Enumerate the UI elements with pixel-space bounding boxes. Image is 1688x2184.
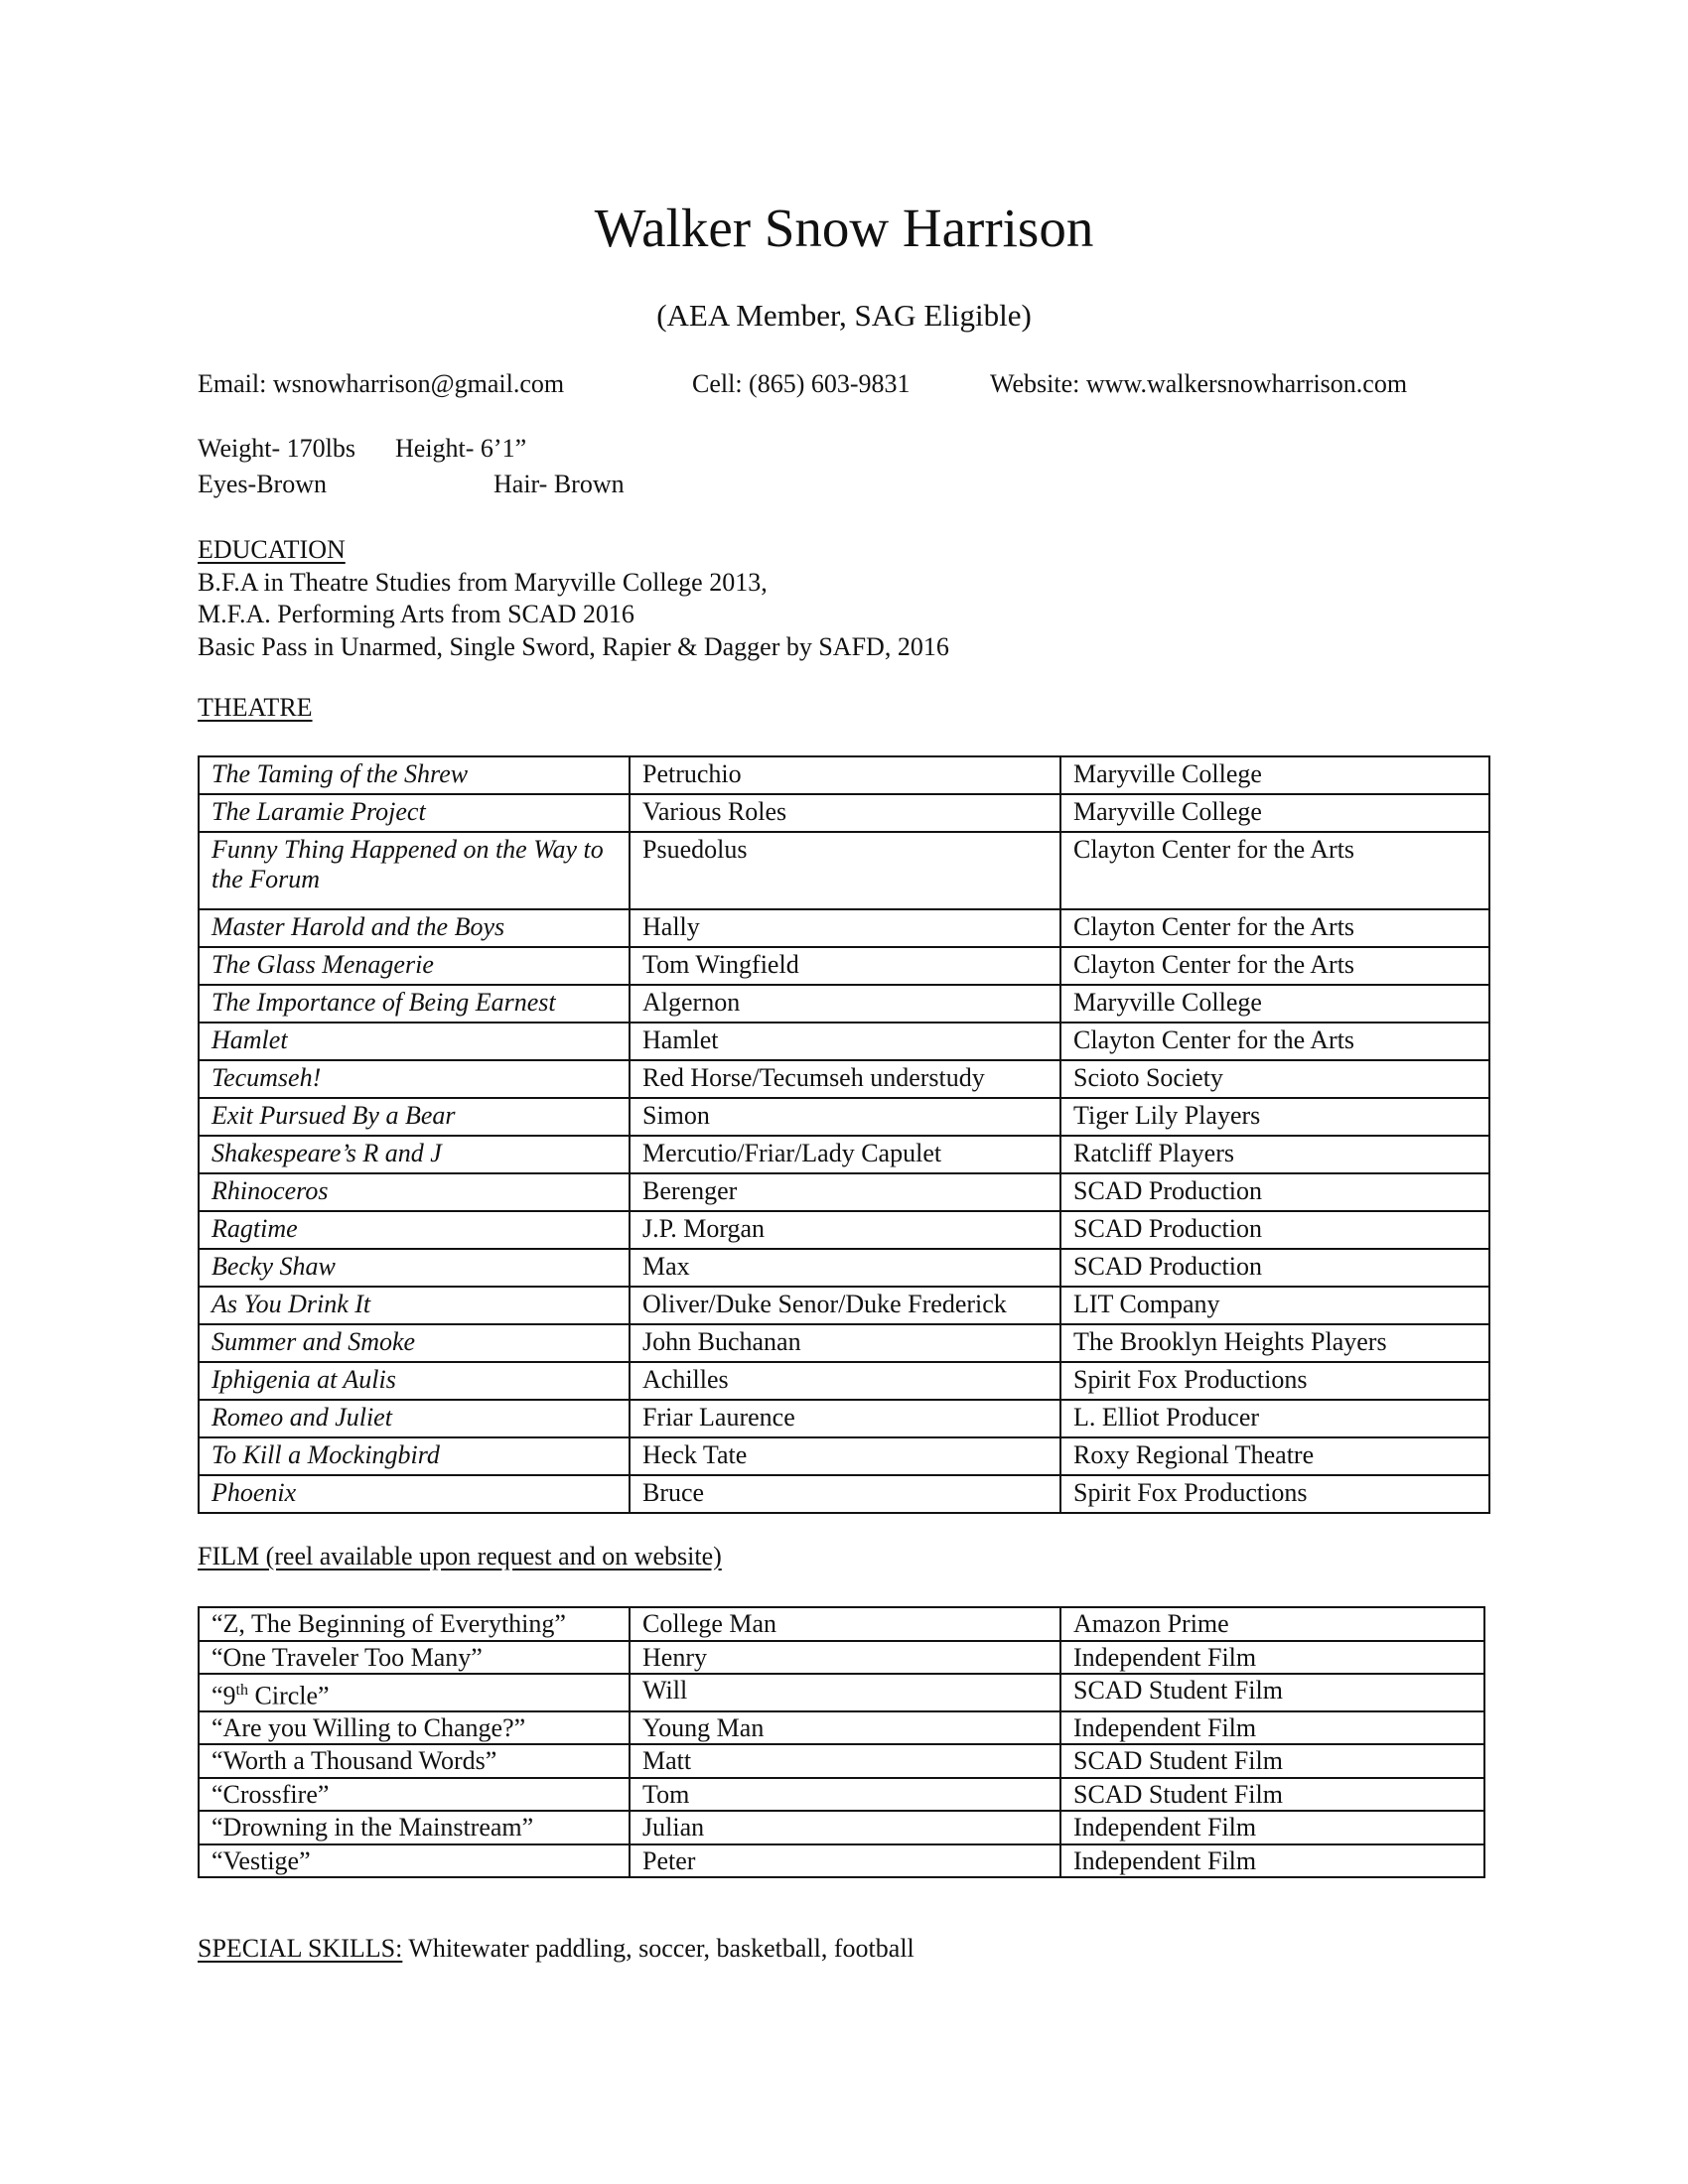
film-row: [199, 1641, 1484, 1675]
theatre-title-cell: Exit Pursued By a Bear: [199, 1098, 630, 1136]
film-company-cell: Amazon Prime: [1060, 1607, 1484, 1641]
theatre-row: [199, 1136, 1489, 1173]
theatre-role-cell: Hamlet: [630, 1023, 1060, 1060]
theatre-role-cell: Max: [630, 1249, 1060, 1287]
skills-heading: SPECIAL SKILLS:: [198, 1934, 403, 1963]
film-company-cell: Independent Film: [1060, 1811, 1484, 1844]
theatre-role-cell: Algernon: [630, 985, 1060, 1023]
theatre-company-cell: Clayton Center for the Arts: [1060, 909, 1489, 947]
theatre-title-cell: Iphigenia at Aulis: [199, 1362, 630, 1400]
theatre-role-cell: Oliver/Duke Senor/Duke Frederick: [630, 1287, 1060, 1324]
theatre-row: [199, 1362, 1489, 1400]
film-role-cell: Will: [630, 1674, 1060, 1711]
theatre-row: [199, 1400, 1489, 1437]
theatre-table: [198, 755, 1490, 1514]
theatre-row: [199, 794, 1489, 832]
film-role-cell: Julian: [630, 1811, 1060, 1844]
theatre-role-cell: John Buchanan: [630, 1324, 1060, 1362]
theatre-company-cell: Maryville College: [1060, 985, 1489, 1023]
theatre-row: [199, 1475, 1489, 1513]
theatre-title-cell: The Taming of the Shrew: [199, 756, 630, 794]
theatre-title-cell: Summer and Smoke: [199, 1324, 630, 1362]
film-role-cell: Henry: [630, 1641, 1060, 1675]
theatre-company-cell: Ratcliff Players: [1060, 1136, 1489, 1173]
theatre-company-cell: Clayton Center for the Arts: [1060, 1023, 1489, 1060]
theatre-title-cell: Ragtime: [199, 1211, 630, 1249]
theatre-role-cell: Various Roles: [630, 794, 1060, 832]
film-title-cell: “Z, The Beginning of Everything”: [199, 1607, 630, 1641]
film-title-cell: “Vestige”: [199, 1844, 630, 1878]
height-stat: Height- 6’1”: [395, 434, 527, 463]
theatre-company-cell: Tiger Lily Players: [1060, 1098, 1489, 1136]
theatre-role-cell: Simon: [630, 1098, 1060, 1136]
theatre-company-cell: L. Elliot Producer: [1060, 1400, 1489, 1437]
theatre-title-cell: Rhinoceros: [199, 1173, 630, 1211]
theatre-company-cell: The Brooklyn Heights Players: [1060, 1324, 1489, 1362]
union-status: (AEA Member, SAG Eligible): [656, 298, 1032, 333]
film-row: [199, 1711, 1484, 1745]
theatre-role-cell: J.P. Morgan: [630, 1211, 1060, 1249]
film-title-cell: “One Traveler Too Many”: [199, 1641, 630, 1675]
theatre-company-cell: LIT Company: [1060, 1287, 1489, 1324]
film-row: [199, 1744, 1484, 1778]
theatre-role-cell: Berenger: [630, 1173, 1060, 1211]
film-role-cell: Peter: [630, 1844, 1060, 1878]
theatre-title-cell: To Kill a Mockingbird: [199, 1437, 630, 1475]
theatre-title-cell: Funny Thing Happened on the Way to the Forum: [199, 832, 630, 909]
theatre-title-cell: The Laramie Project: [199, 794, 630, 832]
theatre-company-cell: SCAD Production: [1060, 1173, 1489, 1211]
theatre-row: [199, 832, 1489, 909]
theatre-heading: THEATRE: [198, 693, 313, 722]
film-role-cell: Young Man: [630, 1711, 1060, 1745]
theatre-company-cell: Clayton Center for the Arts: [1060, 947, 1489, 985]
theatre-title-cell: The Importance of Being Earnest: [199, 985, 630, 1023]
film-role-cell: Matt: [630, 1744, 1060, 1778]
film-heading: FILM (reel available upon request and on website): [198, 1542, 722, 1570]
theatre-row: [199, 947, 1489, 985]
film-row: [199, 1811, 1484, 1844]
theatre-row: [199, 1249, 1489, 1287]
theatre-row: [199, 1023, 1489, 1060]
education-item: Basic Pass in Unarmed, Single Sword, Rapier & Dagger by SAFD, 2016: [198, 631, 949, 661]
theatre-role-cell: Tom Wingfield: [630, 947, 1060, 985]
film-row: [199, 1844, 1484, 1878]
theatre-row: [199, 1211, 1489, 1249]
theatre-role-cell: Petruchio: [630, 756, 1060, 794]
theatre-role-cell: Friar Laurence: [630, 1400, 1060, 1437]
theatre-role-cell: Red Horse/Tecumseh understudy: [630, 1060, 1060, 1098]
education-item: M.F.A. Performing Arts from SCAD 2016: [198, 600, 634, 628]
film-row: [199, 1674, 1484, 1711]
theatre-title-cell: Hamlet: [199, 1023, 630, 1060]
theatre-company-cell: Spirit Fox Productions: [1060, 1475, 1489, 1513]
theatre-row: [199, 909, 1489, 947]
theatre-row: [199, 1324, 1489, 1362]
theatre-title-cell: As You Drink It: [199, 1287, 630, 1324]
film-title-cell: “Drowning in the Mainstream”: [199, 1811, 630, 1844]
theatre-row: [199, 1060, 1489, 1098]
skills-text: Whitewater paddling, soccer, basketball, football: [402, 1934, 914, 1963]
theatre-company-cell: Maryville College: [1060, 756, 1489, 794]
theatre-role-cell: Psuedolus: [630, 832, 1060, 909]
theatre-role-cell: Bruce: [630, 1475, 1060, 1513]
theatre-title-cell: Phoenix: [199, 1475, 630, 1513]
film-row: [199, 1778, 1484, 1812]
email-line: Email: wsnowharrison@gmail.com: [198, 369, 565, 398]
film-role-cell: College Man: [630, 1607, 1060, 1641]
theatre-role-cell: Hally: [630, 909, 1060, 947]
theatre-company-cell: SCAD Production: [1060, 1249, 1489, 1287]
education-item: B.F.A in Theatre Studies from Maryville College 2013,: [198, 567, 768, 597]
theatre-company-cell: Clayton Center for the Arts: [1060, 832, 1489, 909]
theatre-title-cell: Master Harold and the Boys: [199, 909, 630, 947]
film-role-cell: Tom: [630, 1778, 1060, 1812]
film-title-cell: “Are you Willing to Change?”: [199, 1711, 630, 1745]
special-skills: [198, 1934, 914, 1964]
theatre-title-cell: Shakespeare’s R and J: [199, 1136, 630, 1173]
website-line: Website: www.walkersnowharrison.com: [990, 369, 1408, 398]
theatre-title-cell: Becky Shaw: [199, 1249, 630, 1287]
theatre-role-cell: Achilles: [630, 1362, 1060, 1400]
film-title-cell: “Worth a Thousand Words”: [199, 1744, 630, 1778]
theatre-role-cell: Mercutio/Friar/Lady Capulet: [630, 1136, 1060, 1173]
film-company-cell: Independent Film: [1060, 1641, 1484, 1675]
cell-line: Cell: (865) 603-9831: [692, 369, 911, 398]
weight-stat: Weight- 170lbs: [198, 434, 355, 463]
theatre-role-cell: Heck Tate: [630, 1437, 1060, 1475]
theatre-row: [199, 756, 1489, 794]
theatre-row: [199, 1173, 1489, 1211]
theatre-company-cell: SCAD Production: [1060, 1211, 1489, 1249]
theatre-company-cell: Spirit Fox Productions: [1060, 1362, 1489, 1400]
education-heading: EDUCATION: [198, 535, 346, 564]
film-row: [199, 1607, 1484, 1641]
hair-stat: Hair- Brown: [493, 470, 625, 498]
film-table: [198, 1606, 1485, 1878]
theatre-title-cell: The Glass Menagerie: [199, 947, 630, 985]
eyes-stat: Eyes-Brown: [198, 470, 327, 498]
theatre-title-cell: Tecumseh!: [199, 1060, 630, 1098]
film-company-cell: SCAD Student Film: [1060, 1778, 1484, 1812]
film-company-cell: Independent Film: [1060, 1711, 1484, 1745]
theatre-company-cell: Scioto Society: [1060, 1060, 1489, 1098]
film-title-cell: “Crossfire”: [199, 1778, 630, 1812]
theatre-row: [199, 1437, 1489, 1475]
theatre-company-cell: Roxy Regional Theatre: [1060, 1437, 1489, 1475]
resume-name: Walker Snow Harrison: [594, 198, 1094, 258]
film-company-cell: SCAD Student Film: [1060, 1674, 1484, 1711]
education-section: [198, 534, 949, 663]
theatre-row: [199, 985, 1489, 1023]
theatre-title-cell: Romeo and Juliet: [199, 1400, 630, 1437]
film-title-cell: “9th Circle”: [199, 1674, 630, 1711]
theatre-row: [199, 1287, 1489, 1324]
film-company-cell: Independent Film: [1060, 1844, 1484, 1878]
theatre-row: [199, 1098, 1489, 1136]
theatre-company-cell: Maryville College: [1060, 794, 1489, 832]
film-company-cell: SCAD Student Film: [1060, 1744, 1484, 1778]
